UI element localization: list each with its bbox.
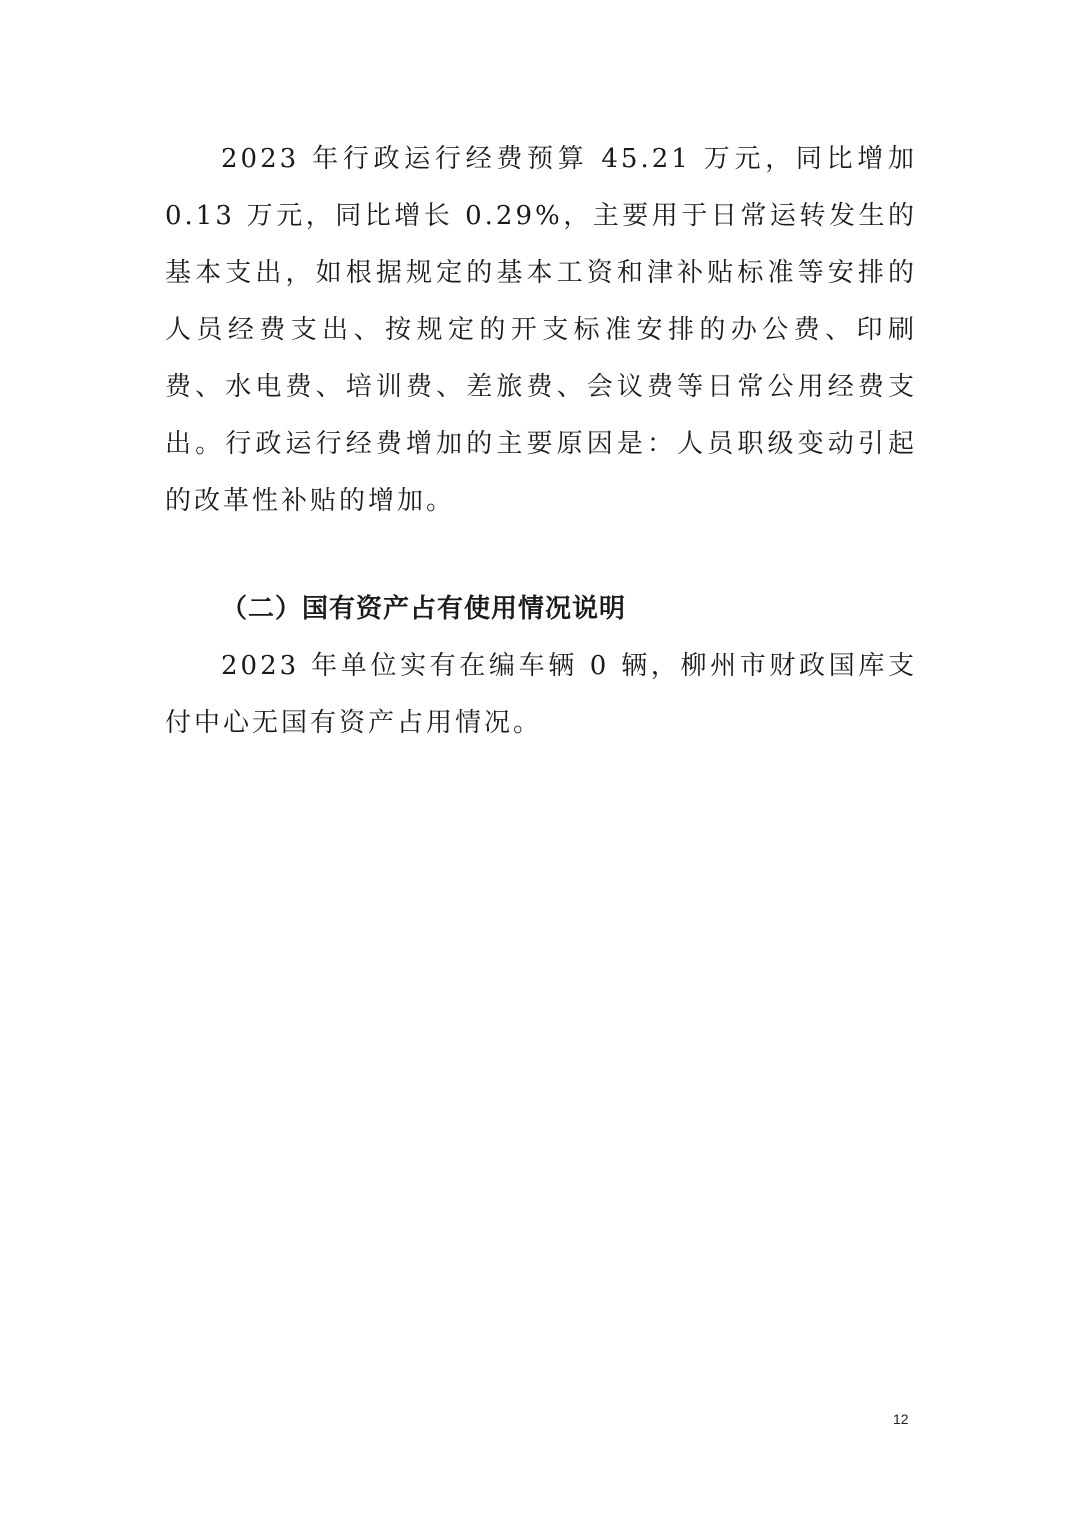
- paragraph-operating-expenses: 2023 年行政运行经费预算 45.21 万元，同比增加 0.13 万元，同比增长 0.29%，主要用于日常运转发生的基本支出，如根据规定的基本工资和津补贴标准等安排的人员经费支出、按规定的开支标准安排的办公费、印刷费、水电费、培训费、差旅费、会议费等日常公用经费支出。行政运行经费增加的主要原因是：人员职级变动引起的改革性补贴的增加。: [165, 144, 917, 516]
- section-heading-state-assets: （二）国有资产占有使用情况说明: [221, 594, 627, 624]
- page-number: 12: [893, 1411, 909, 1427]
- paragraph-state-assets: 2023 年单位实有在编车辆 0 辆，柳州市财政国库支付中心无国有资产占用情况。: [165, 651, 917, 738]
